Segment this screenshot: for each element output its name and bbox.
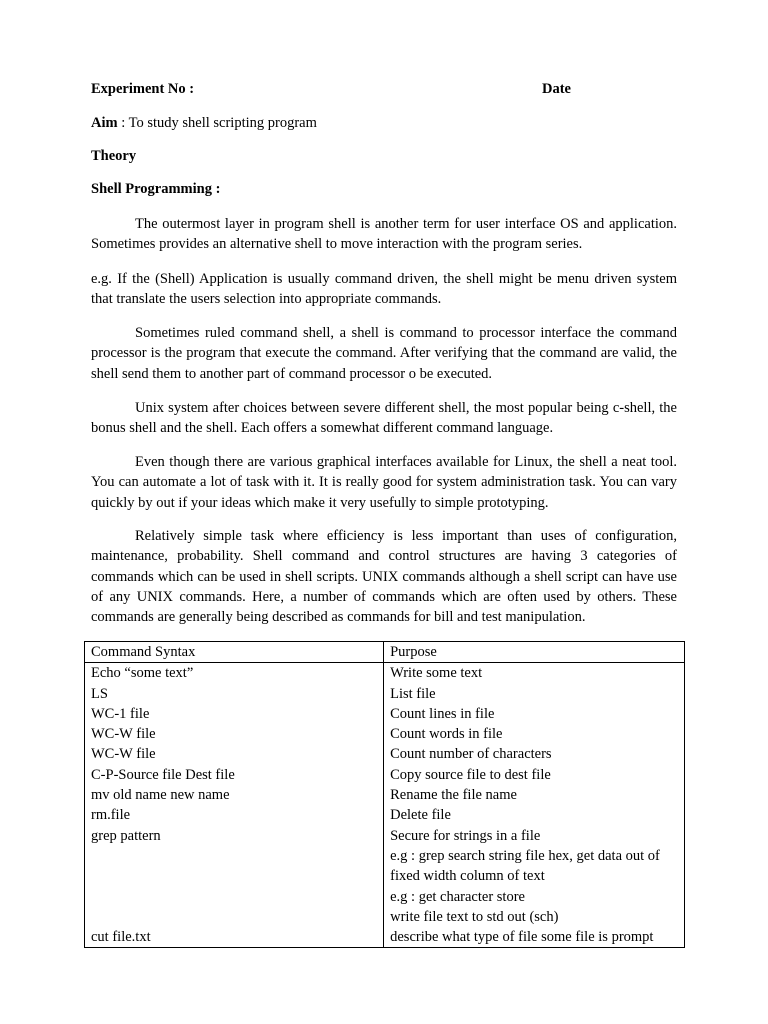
command-cell: LS: [85, 684, 384, 704]
date-label: Date: [542, 81, 571, 97]
command-cell: [85, 887, 384, 907]
table-row: [85, 907, 685, 927]
command-cell: C-P-Source file Dest file: [85, 765, 384, 785]
command-cell: WC-W file: [85, 744, 384, 764]
table-row: [85, 846, 685, 866]
purpose-cell: e.g : get character store: [384, 887, 685, 907]
table-row: [85, 765, 685, 785]
purpose-cell: Secure for strings in a file: [384, 826, 685, 846]
purpose-cell: Write some text: [384, 663, 685, 684]
table-row: [85, 684, 685, 704]
table-row: [85, 704, 685, 724]
purpose-cell: Count words in file: [384, 724, 685, 744]
table-header-purpose: Purpose: [384, 642, 685, 663]
section-heading: Shell Programming :: [91, 181, 221, 197]
purpose-cell: describe what type of file some file is prompt: [384, 927, 685, 948]
table-header-command: Command Syntax: [85, 642, 384, 663]
command-cell: [85, 866, 384, 886]
command-table: [84, 641, 685, 948]
purpose-cell: write file text to std out (sch): [384, 907, 685, 927]
command-cell: mv old name new name: [85, 785, 384, 805]
paragraph-3: Sometimes ruled command shell, a shell is command to processor interface the command processor is the program that execute the command. After verifying that the command are valid, the shell send them to another part of command processor o be executed.: [91, 325, 677, 382]
experiment-number-label: Experiment No :: [91, 81, 195, 97]
purpose-cell: e.g : grep search string file hex, get data out of: [384, 846, 685, 866]
command-cell: WC-1 file: [85, 704, 384, 724]
paragraph-4: Unix system after choices between severe different shell, the most popular being c-shell, the bonus shell and the shell. Each offers a somewhat different command language.: [91, 400, 677, 437]
aim-text: : To study shell scripting program: [117, 115, 317, 131]
purpose-cell: Count number of characters: [384, 744, 685, 764]
table-row: [85, 826, 685, 846]
purpose-cell: List file: [384, 684, 685, 704]
paragraph-6: Relatively simple task where efficiency is less important than uses of configuration, maintenance, probability. Shell command and control structures are having 3 categories of commands which can be used in shell scripts. UNIX commands although a shell script can have use of any UNIX commands. Here, a number of commands which are often used by others. These commands are generally being described as commands for bill and test manipulation.: [91, 528, 677, 626]
table-row: [85, 744, 685, 764]
command-cell: [85, 846, 384, 866]
paragraph-5: Even though there are various graphical interfaces available for Linux, the shell a neat tool. You can automate a lot of task with it. It is really good for system administration task. You can vary quickly by out if your ideas which make it very usefully to simple prototyping.: [91, 454, 677, 511]
theory-heading: Theory: [91, 148, 137, 164]
table-row: [85, 927, 685, 948]
command-cell: cut file.txt: [85, 927, 384, 948]
purpose-cell: Count lines in file: [384, 704, 685, 724]
purpose-cell: Copy source file to dest file: [384, 765, 685, 785]
command-cell: Echo “some text”: [85, 663, 384, 684]
header-row: [91, 81, 691, 101]
purpose-cell: Rename the file name: [384, 785, 685, 805]
paragraph-2: e.g. If the (Shell) Application is usually command driven, the shell might be menu driven system that translate the users selection into appropriate commands.: [91, 271, 677, 308]
aim-line: [91, 115, 317, 132]
command-cell: WC-W file: [85, 724, 384, 744]
table-row: [85, 887, 685, 907]
command-cell: rm.file: [85, 805, 384, 825]
table-row: [85, 663, 685, 684]
table-header-row: [85, 642, 685, 663]
paragraph-1: The outermost layer in program shell is another term for user interface OS and application. Sometimes provides an alternative shell to move interaction with the program series.: [91, 216, 677, 253]
purpose-cell: Delete file: [384, 805, 685, 825]
command-cell: [85, 907, 384, 927]
table-row: [85, 805, 685, 825]
aim-label: Aim: [91, 115, 118, 131]
command-cell: grep pattern: [85, 826, 384, 846]
table-row: [85, 866, 685, 886]
table-row: [85, 724, 685, 744]
purpose-cell: fixed width column of text: [384, 866, 685, 886]
table-row: [85, 785, 685, 805]
